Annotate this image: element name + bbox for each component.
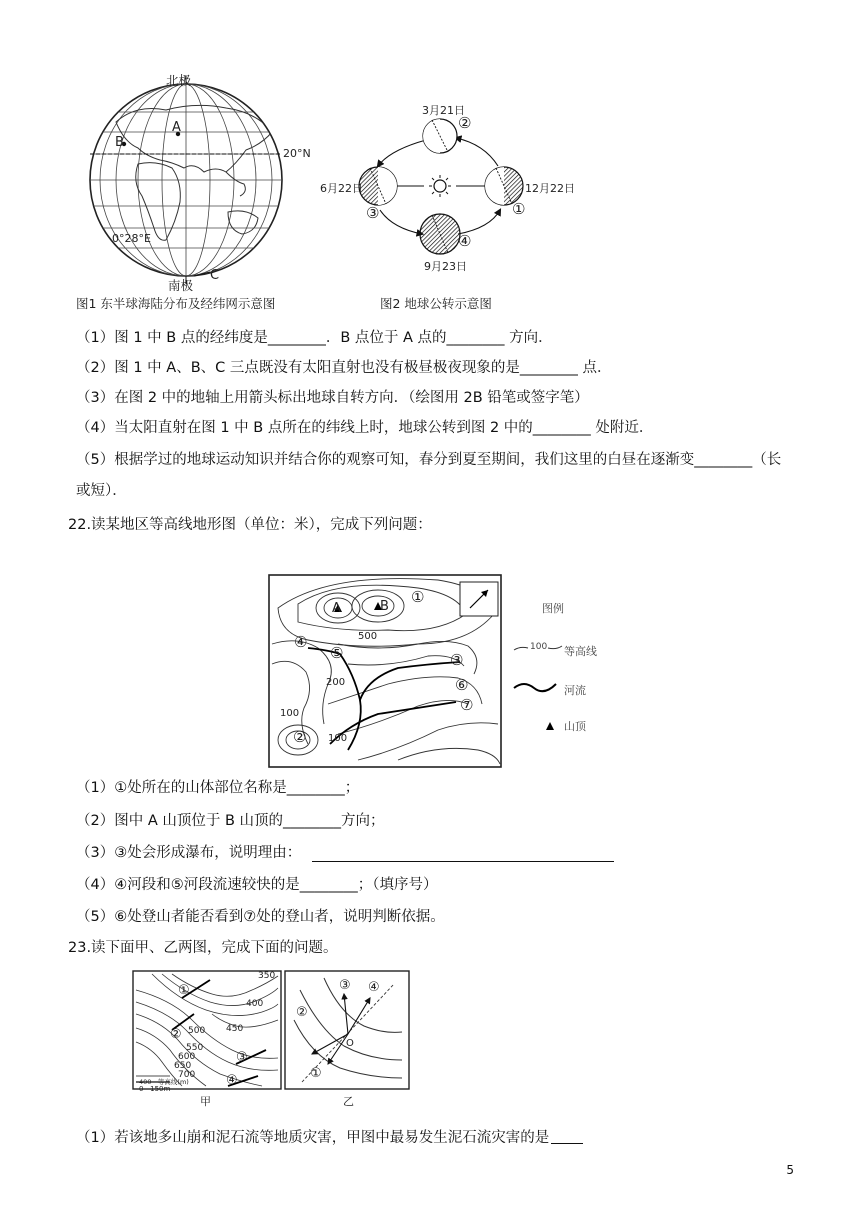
map-marker-3: ③: [450, 651, 464, 669]
q22-part2: （2）图中 A 山顶位于 B 山顶的________方向；: [76, 813, 385, 829]
q23-part1: [76, 1128, 583, 1148]
jia-marker-1: ①: [178, 983, 190, 998]
q22-title: 22.读某地区等高线地形图（单位：米），完成下列问题：: [68, 517, 432, 533]
legend-river-label: 河流: [564, 684, 586, 697]
south-pole-label: 南极: [168, 278, 194, 293]
longitude-label: 0°28°E: [112, 232, 151, 245]
q22-part3: （3）③处会形成瀑布，说明理由：: [76, 845, 302, 861]
jun22-label: 6月22日: [320, 182, 363, 195]
map-marker-7: ⑦: [460, 696, 474, 714]
q21-part3: （3）在图 2 中的地轴上用箭头标出地球自转方向．（绘图用 2B 铅笔或签字笔）: [76, 390, 589, 406]
jia-marker-2: ②: [170, 1027, 182, 1042]
point-b-label: B: [115, 135, 124, 150]
contour-200-label: 200: [326, 677, 346, 688]
q23-jia-map: [132, 970, 282, 1090]
dec22-label: 12月22日: [525, 182, 575, 195]
legend-contour-value: 100: [530, 642, 548, 652]
fig2-marker-2: ②: [458, 114, 472, 132]
q21-part5b: 或短）．: [76, 483, 127, 499]
q21-part2: （2）图 1 中 A、B、C 三点既没有太阳直射也没有极昼极夜现象的是________ 点．: [76, 360, 612, 376]
yi-marker-2: ②: [296, 1005, 308, 1020]
yi-label: 乙: [343, 1095, 354, 1108]
contour-100-label: 100: [280, 708, 300, 719]
sep23-label: 9月23日: [424, 260, 467, 273]
q22-part5: （5）⑥处登山者能否看到⑦处的登山者，说明判断依据。: [76, 909, 445, 925]
jia-contour-500: 500: [188, 1026, 206, 1036]
peak-a-label: A: [332, 601, 341, 616]
map-marker-2: ②: [293, 728, 307, 746]
map-marker-5: ⑤: [330, 644, 344, 662]
fig2-marker-1: ①: [512, 200, 526, 218]
map-marker-1: ①: [411, 588, 425, 606]
point-c-label: C: [210, 268, 220, 283]
north-pole-label: 北极: [166, 73, 192, 88]
fig2-marker-4: ④: [458, 232, 472, 250]
jia-contour-700: 700: [178, 1070, 196, 1080]
page-number: 5: [786, 1163, 794, 1177]
latitude-20n-label: 20°N: [283, 147, 311, 160]
q23-title: 23.读下面甲、乙两图，完成下面的问题。: [68, 940, 338, 956]
jia-label: 甲: [200, 1095, 211, 1108]
jia-contour-400: 400: [246, 999, 264, 1009]
q21-part4: （4）当太阳直射在图 1 中 B 点所在的纬线上时，地球公转到图 2 中的________ 处附近．: [76, 420, 654, 436]
fig2-caption: 图2 地球公转示意图: [380, 296, 492, 311]
jia-contour-550: 550: [186, 1043, 204, 1053]
jia-legend: 400—等高线(m): [139, 1078, 189, 1086]
q21-part1: （1）图 1 中 B 点的经纬度是________．B 点位于 A 点的________ 方向．: [76, 330, 553, 346]
yi-marker-4: ④: [368, 980, 380, 995]
legend-peak-label: 山顶: [564, 720, 586, 733]
jia-contour-600: 600: [178, 1052, 196, 1062]
fig2-marker-3: ③: [366, 204, 380, 222]
fig1-globe: [76, 72, 306, 294]
jia-marker-4: ④: [226, 1073, 238, 1088]
contour-500-label: 500: [358, 631, 378, 642]
q23-part1-text: （1）若该地多山崩和泥石流等地质灾害，甲图中最易发生泥石流灾害的是: [76, 1130, 550, 1146]
q22-part3-answer-line[interactable]: [312, 861, 614, 862]
map-marker-6: ⑥: [455, 676, 469, 694]
jia-marker-3: ③: [236, 1050, 248, 1065]
q23-part1-answer-line[interactable]: [551, 1143, 583, 1144]
legend-contour-label: 等高线: [564, 645, 597, 658]
point-a-label: A: [172, 120, 181, 135]
yi-point-o: O: [346, 1038, 354, 1049]
q21-part5a: （5）根据学过的地球运动知识并结合你的观察可知，春分到夏至期间，我们这里的白昼在逐渐变________（长: [76, 452, 782, 468]
map-marker-4: ④: [294, 633, 308, 651]
contour-100b-label: 100: [328, 733, 348, 744]
yi-marker-3: ③: [339, 978, 351, 993]
fig1-caption: 图1 东半球海陆分布及经纬网示意图: [76, 296, 276, 311]
mar21-label: 3月21日: [422, 104, 465, 117]
jia-contour-350: 350: [258, 971, 276, 981]
jia-scale: 0 150m: [139, 1085, 171, 1093]
legend-title: 图例: [542, 602, 564, 615]
jia-contour-450: 450: [226, 1024, 244, 1034]
q22-part1: （1）①处所在的山体部位名称是________；: [76, 780, 360, 796]
yi-marker-1: ①: [310, 1066, 322, 1081]
jia-contour-650: 650: [174, 1061, 192, 1071]
q22-part4: （4）④河段和⑤河段流速较快的是________；（填序号）: [76, 877, 438, 893]
peak-b-label: B: [380, 599, 389, 614]
